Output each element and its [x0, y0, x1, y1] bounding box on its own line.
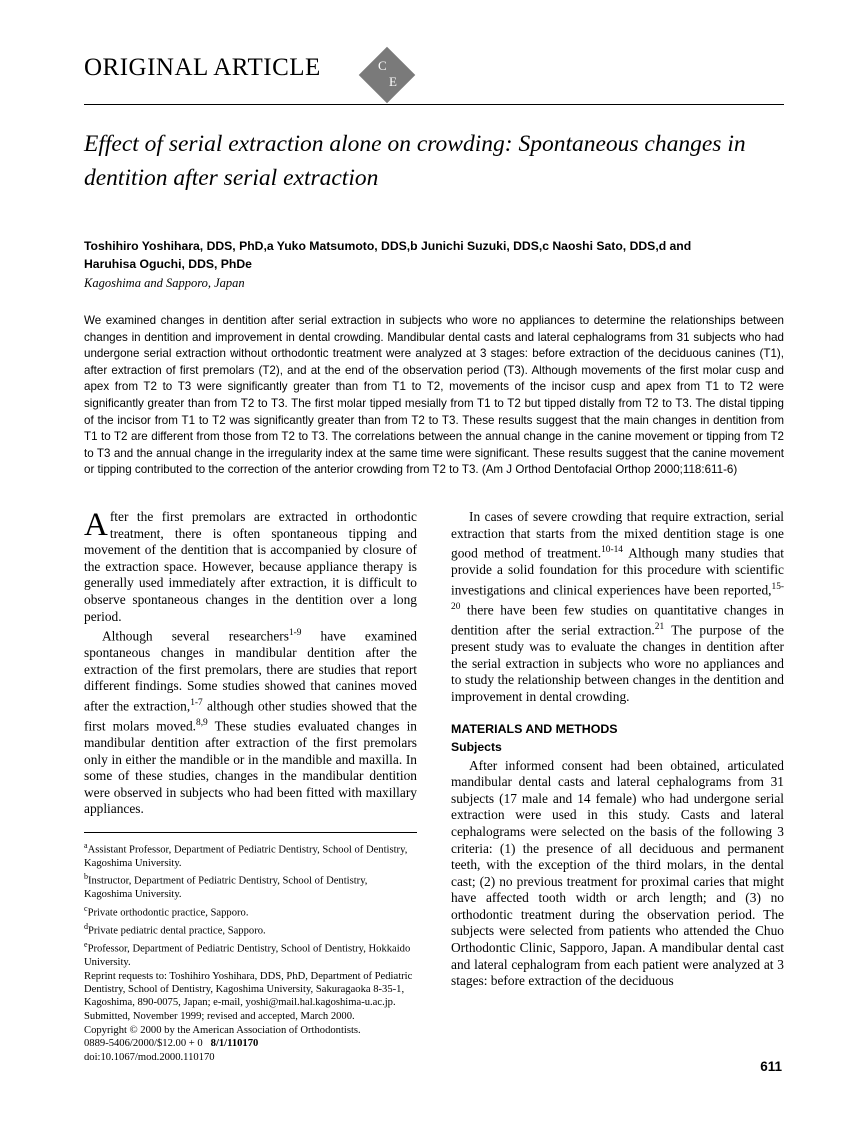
header-divider — [84, 104, 784, 105]
paragraph-intro-1-text: fter the first premolars are extracted in orthodontic treatment, there is often spontaneous tipping and movement of the dentition that is accompanied by closure of the extraction space. However, because appliance therapy is generally used immediately after extraction, it is difficult to observe spontaneous changes in the dentition over a long period. — [84, 508, 417, 624]
para2-seg-d: These studies evaluated changes in mandibular dentition after extraction of the first premolars only in either the mandible or in the mandible and maxilla. In some of these studies, changes in the mandibular dentition were observed in subjects who had been fitted with maxillary appliances. — [84, 718, 417, 817]
right-column — [451, 509, 784, 1065]
footnote-marker-d: d — [84, 922, 88, 932]
continuing-education-badge-icon — [356, 44, 418, 106]
article-content — [84, 46, 784, 1065]
footnote-c-text: Private orthodontic practice, Sapporo. — [87, 907, 249, 919]
footnote-a — [84, 839, 417, 870]
footnote-c — [84, 902, 417, 920]
footnote-marker-c: c — [84, 903, 88, 913]
para2-seg-c: although other studies showed that the first molars moved. — [84, 698, 417, 734]
left-column — [84, 506, 417, 1065]
footnote-issn-code: 8/1/110170 — [210, 1038, 259, 1050]
affiliation-place: Kagoshima and Sapporo, Japan — [84, 276, 245, 290]
paragraph-intro-2 — [84, 625, 417, 818]
paragraph-right-1 — [451, 509, 784, 705]
reference-marker: 10-14 — [601, 545, 623, 556]
footnote-d — [84, 920, 417, 938]
para-r1-seg-d: The purpose of the present study was to evaluate the changes in dentition after the serial extraction in subjects who wore no appliances and to study the relationship between changes in the dentition and improvement in dental crowding. — [451, 622, 784, 704]
drop-cap-letter: A — [84, 506, 108, 543]
subsection-heading-subjects: Subjects — [451, 739, 502, 754]
article-header — [84, 46, 784, 102]
reference-marker: 8,9 — [196, 718, 208, 728]
author-list — [84, 237, 784, 273]
footnote-d-text: Private pediatric dental practice, Sapporo. — [88, 925, 266, 937]
body-columns — [84, 506, 784, 1065]
footnote-issn-text: 0889-5406/2000/$12.00 + 0 — [84, 1038, 203, 1050]
footnote-reprint: Reprint requests to: Toshihiro Yoshihara, DDS, PhD, Department of Pediatric Dentistry, School of Dentistry, Kagoshima University, Sakuragaoka 8-35-1, Kagoshima, 890-0075, Japan; e-mail, yoshi@mail.hal.kagoshima-u.ac.jp. — [84, 970, 413, 1009]
paragraph-subjects: After informed consent had been obtained, articulated mandibular dental casts and lateral cephalograms from 31 subjects (17 male and 14 female) who had undergone serial extraction were used in this study. Casts and lateral cephalograms were selected on the basis of the following 3 criteria: (1) the presence of all deciduous and permanent teeth, with the exception of the third molars, in the dental cast; (2) no previous treatment for proximal caries that might have affected tooth width or arch length; and (3) no orthodontic treatment during the observation period. The subjects were selected from patients who attended the Chuo Orthodontic Clinic, Sapporo, Japan. A mandibular dental cast and lateral cephalogram from each patient were analyzed at 3 stages: before extraction of the deciduous — [451, 757, 784, 989]
abstract-text: We examined changes in dentition after serial extraction in subjects who wore no appliances to determine the relationships between changes in dentition and improvement in dental crowding. Mandibular dental casts and lateral cephalograms from 31 subjects who had undergone serial extraction without orthodontic treatment were analyzed at 3 stages: before extraction of the deciduous canines (T1), after extraction of first premolars (T2), and at the end of the observation period (T3). Although movements of the first molar cusp and apex from T2 to T3 were significantly greater than from T1 to T2, movements of the incisor cusp and apex from T1 to T2 were significantly greater than from T2 to T3. The first molar tipped mesially from T1 to T2 but tipped distally from T2 to T3. The distal tipping of the incisor from T1 to T2 was significantly greater than from T2 to T3. These results suggest that the main changes in dentition from T1 to T2 are different from those from T2 to T3. The correlations between the annual change in the canine movement or tipping from T2 to T3 and the annual change in the irregularity index at the same time were significant. These results suggest that the canine movement or tipping contributed to the correction of the anterior crowding from T2 to T3. (Am J Orthod Dentofacial Orthop 2000;118:611-6) — [84, 314, 784, 477]
badge-letter-c: C — [378, 58, 387, 73]
footnote-e — [84, 938, 417, 969]
para-r1-seg-a: In cases of severe crowding that require extraction, serial extraction that starts from the mixed dentition stage is one good method of treatment. — [451, 508, 784, 561]
article-type-label: ORIGINAL ARTICLE — [84, 54, 321, 81]
page-title: Effect of serial extraction alone on crowding: Spontaneous changes in dentition after serial extraction — [84, 131, 746, 191]
reference-marker: 21 — [654, 621, 665, 632]
footnote-issn — [84, 1037, 417, 1050]
paragraph-intro-1 — [84, 506, 417, 625]
author-line-1: Toshihiro Yoshihara, DDS, PhD,a Yuko Matsumoto, DDS,b Junichi Suzuki, DDS,c Naoshi Sato, DDS,d and — [84, 239, 692, 253]
footnote-submitted: Submitted, November 1999; revised and accepted, March 2000. — [84, 1010, 355, 1022]
footnote-doi: doi:10.1067/mod.2000.110170 — [84, 1052, 215, 1064]
para-r1-seg-b: Although many studies that provide a solid foundation for this procedure with scientific investigations and clinical experiences have been reported, — [451, 545, 784, 598]
badge-diamond-shape — [359, 47, 416, 104]
badge-letter-e: E — [389, 74, 397, 89]
reference-marker: 15-20 — [451, 581, 784, 612]
footnote-e-text: Professor, Department of Pediatric Dentistry, School of Dentistry, Hokkaido University. — [84, 943, 411, 969]
footnote-b — [84, 870, 417, 901]
footnote-marker-b: b — [84, 872, 88, 882]
para-r1-seg-c: there have been few studies on quantitative changes in dentition after the serial extraction. — [451, 602, 784, 638]
footnote-copyright: Copyright © 2000 by the American Association of Orthodontists. — [84, 1024, 361, 1036]
footnote-block — [84, 832, 417, 1064]
page-number: 611 — [760, 1059, 782, 1074]
reference-marker: 1-9 — [288, 628, 302, 639]
reference-marker: 1-7 — [190, 697, 203, 708]
footnote-marker-e: e — [84, 940, 88, 950]
para2-seg-b: have examined spontaneous changes in mandibular dentition after the extraction of the first premolars, there are studies that report different findings. Some studies showed that canines moved after the extraction, — [84, 628, 417, 714]
footnote-b-text: Instructor, Department of Pediatric Dentistry, School of Dentistry, Kagoshima University. — [84, 876, 368, 901]
section-heading-materials-and-methods: MATERIALS AND METHODS — [451, 722, 618, 737]
footnote-marker-a: a — [84, 841, 88, 851]
footnote-a-text: Assistant Professor, Department of Pediatric Dentistry, School of Dentistry, Kagoshima University. — [84, 844, 408, 869]
author-line-2: Haruhisa Oguchi, DDS, PhDe — [84, 257, 252, 271]
para2-seg-a: Although several researchers — [102, 628, 289, 644]
